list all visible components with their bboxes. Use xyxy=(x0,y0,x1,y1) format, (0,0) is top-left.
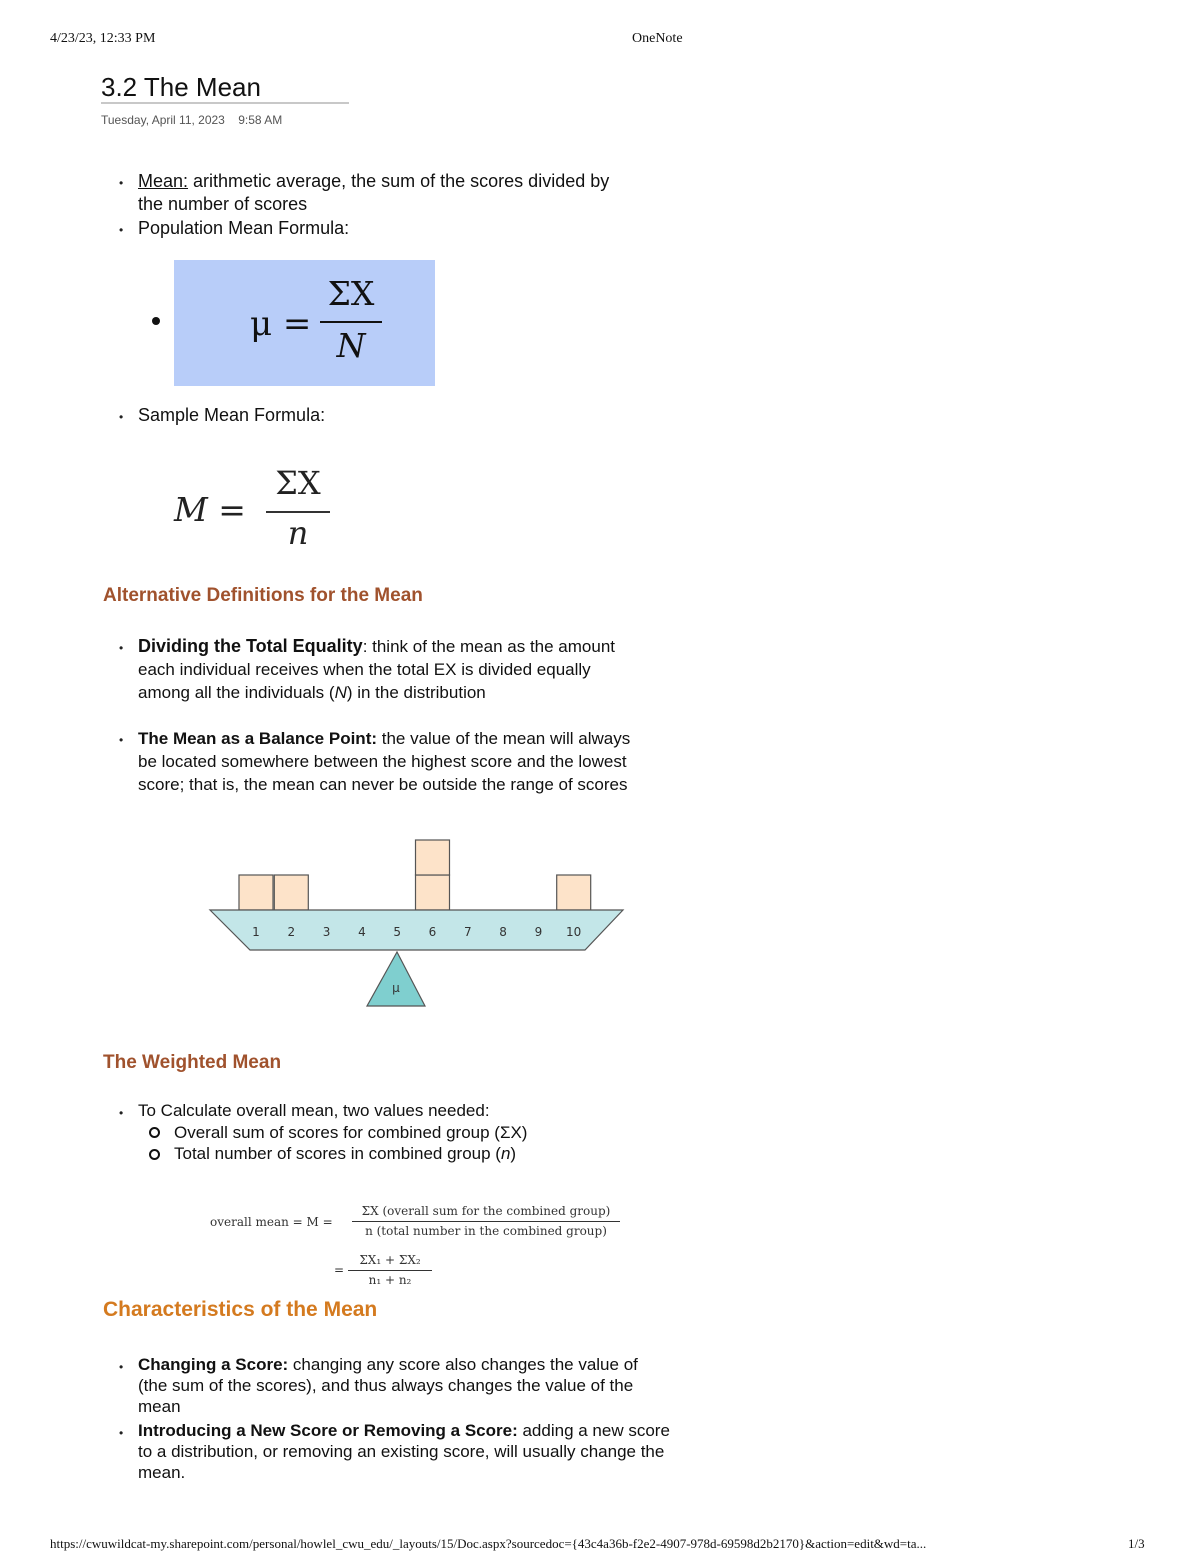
fraction-bar xyxy=(348,1270,432,1271)
score-box-10 xyxy=(557,875,591,910)
dividing-total-term: Dividing the Total Equality xyxy=(138,636,363,656)
sub-bullet-icon xyxy=(149,1149,160,1160)
list-item-new-score xyxy=(138,1420,670,1483)
fulcrum-triangle xyxy=(367,952,425,1006)
weighted-formula2-denominator: n₁ + n₂ xyxy=(368,1273,412,1287)
sample-mean-formula xyxy=(174,462,344,552)
bullet-icon: • xyxy=(119,176,124,190)
sub-item-total-number xyxy=(174,1143,516,1164)
weighted-mean-formula xyxy=(210,1200,630,1296)
dividing-total-line1: : think of the mean as the amount xyxy=(362,637,616,656)
bullet-icon: • xyxy=(119,641,124,655)
bullet-icon: • xyxy=(119,1360,124,1374)
list-item-population-label: Population Mean Formula: xyxy=(138,218,350,238)
list-item-balance-point xyxy=(138,727,630,796)
scale-label-2: 2 xyxy=(287,925,296,939)
changing-score-line3: mean xyxy=(138,1397,181,1416)
scale-label-9: 9 xyxy=(534,925,543,939)
weighted-formula-denominator: n (total number in the combined group) xyxy=(365,1224,607,1238)
new-score-line3: mean. xyxy=(138,1463,186,1482)
balance-point-term: The Mean as a Balance Point: xyxy=(138,729,378,748)
title-divider xyxy=(101,102,349,104)
total-number-close: ) xyxy=(510,1144,517,1163)
sub-bullet-icon xyxy=(149,1127,160,1138)
bullet-icon: • xyxy=(119,733,124,747)
bullet-icon: • xyxy=(119,1106,124,1120)
mean-term: Mean: xyxy=(138,171,189,191)
scale-label-10: 10 xyxy=(566,925,582,939)
sample-formula-lhs: M = xyxy=(174,490,246,529)
mean-def-line2: the number of scores xyxy=(138,194,308,214)
new-score-term: Introducing a New Score or Removing a Score: xyxy=(138,1421,518,1440)
bullet-icon: • xyxy=(119,410,124,424)
score-boxes xyxy=(239,840,591,910)
population-formula-denominator: N xyxy=(336,326,366,365)
list-item-changing-score xyxy=(138,1354,638,1417)
list-item-calc-overall-mean: To Calculate overall mean, two values needed: xyxy=(138,1101,490,1120)
fraction-bar xyxy=(320,321,382,323)
balance-point-line2: be located somewhere between the highest score and the lowest xyxy=(138,752,627,771)
scale-label-3: 3 xyxy=(322,925,331,939)
print-page-number: 1/3 xyxy=(1128,1536,1145,1551)
population-formula-numerator: ΣX xyxy=(327,274,375,313)
print-url: https://cwuwildcat-my.sharepoint.com/personal/howlel_cwu_edu/_layouts/15/Doc.aspx?sourcedoc={43c4a36b-f2e2-4907-978d-69598d2b2170}&action=edit&wd=ta... xyxy=(50,1536,927,1551)
dividing-total-line3a: among all the individuals ( xyxy=(138,683,335,702)
print-datetime: 4/23/23, 12:33 PM xyxy=(50,31,156,46)
scale-label-5: 5 xyxy=(393,925,402,939)
score-box-1 xyxy=(239,875,273,910)
scale-label-8: 8 xyxy=(499,925,507,939)
mean-def-line1: arithmetic average, the sum of the scores divided by xyxy=(188,171,610,191)
page-date-day: Tuesday, April 11, 2023 xyxy=(101,113,225,127)
dividing-total-n: N xyxy=(334,683,347,702)
sample-formula-denominator: n xyxy=(287,514,309,552)
bullet-icon xyxy=(152,317,160,325)
page-title: 3.2 The Mean xyxy=(101,72,261,102)
weighted-formula2-numerator: ΣX₁ + ΣX₂ xyxy=(359,1253,421,1267)
balance-point-figure xyxy=(205,830,630,1012)
balance-beam xyxy=(210,910,623,950)
dividing-total-line2: each individual receives when the total EX is divided equally xyxy=(138,660,591,679)
list-item-sample-label: Sample Mean Formula: xyxy=(138,405,326,425)
total-number-n: n xyxy=(500,1144,511,1163)
score-box-6 xyxy=(416,840,450,875)
scale-label-1: 1 xyxy=(252,925,260,939)
score-box-2 xyxy=(274,875,308,910)
bullet-icon: • xyxy=(119,223,124,237)
population-mean-formula xyxy=(174,260,435,386)
sample-formula-numerator: ΣX xyxy=(275,464,321,502)
fulcrum-label: μ xyxy=(392,981,400,995)
population-formula-lhs: μ = xyxy=(250,304,312,344)
changing-score-term: Changing a Score: xyxy=(138,1355,289,1374)
fraction-bar xyxy=(266,511,330,513)
heading-characteristics: Characteristics of the Mean xyxy=(103,1298,378,1321)
list-item-mean-definition xyxy=(138,170,609,216)
scale-label-6: 6 xyxy=(428,925,437,939)
heading-alternative-definitions: Alternative Definitions for the Mean xyxy=(103,585,423,606)
weighted-formula-lhs: overall mean = M = xyxy=(210,1215,333,1229)
balance-point-line1: the value of the mean will always xyxy=(377,729,631,748)
new-score-line1: adding a new score xyxy=(517,1421,670,1440)
changing-score-line1: changing any score also changes the value of xyxy=(288,1355,638,1374)
score-box-6 xyxy=(416,875,450,910)
bullet-icon: • xyxy=(119,1426,124,1440)
dividing-total-line3b: ) in the distribution xyxy=(346,683,486,702)
list-item-dividing-total xyxy=(138,635,615,704)
balance-point-line3: score; that is, the mean can never be outside the range of scores xyxy=(138,775,628,794)
heading-weighted-mean: The Weighted Mean xyxy=(103,1052,282,1073)
weighted-formula-numerator: ΣX (overall sum for the combined group) xyxy=(361,1204,611,1218)
weighted-formula2-equals: = xyxy=(334,1263,345,1277)
scale-label-4: 4 xyxy=(358,925,366,939)
changing-score-line2: (the sum of the scores), and thus always changes the value of the xyxy=(138,1376,634,1395)
total-number-text: Total number of scores in combined group ( xyxy=(174,1144,501,1163)
print-app-name: OneNote xyxy=(632,31,683,46)
scale-label-7: 7 xyxy=(463,925,472,939)
sub-item-overall-sum: Overall sum of scores for combined group (ΣX) xyxy=(174,1123,528,1142)
page-date-time: 9:58 AM xyxy=(238,113,283,127)
fraction-bar xyxy=(352,1221,620,1222)
page-date xyxy=(101,113,282,127)
new-score-line2: to a distribution, or removing an existing score, will usually change the xyxy=(138,1442,665,1461)
